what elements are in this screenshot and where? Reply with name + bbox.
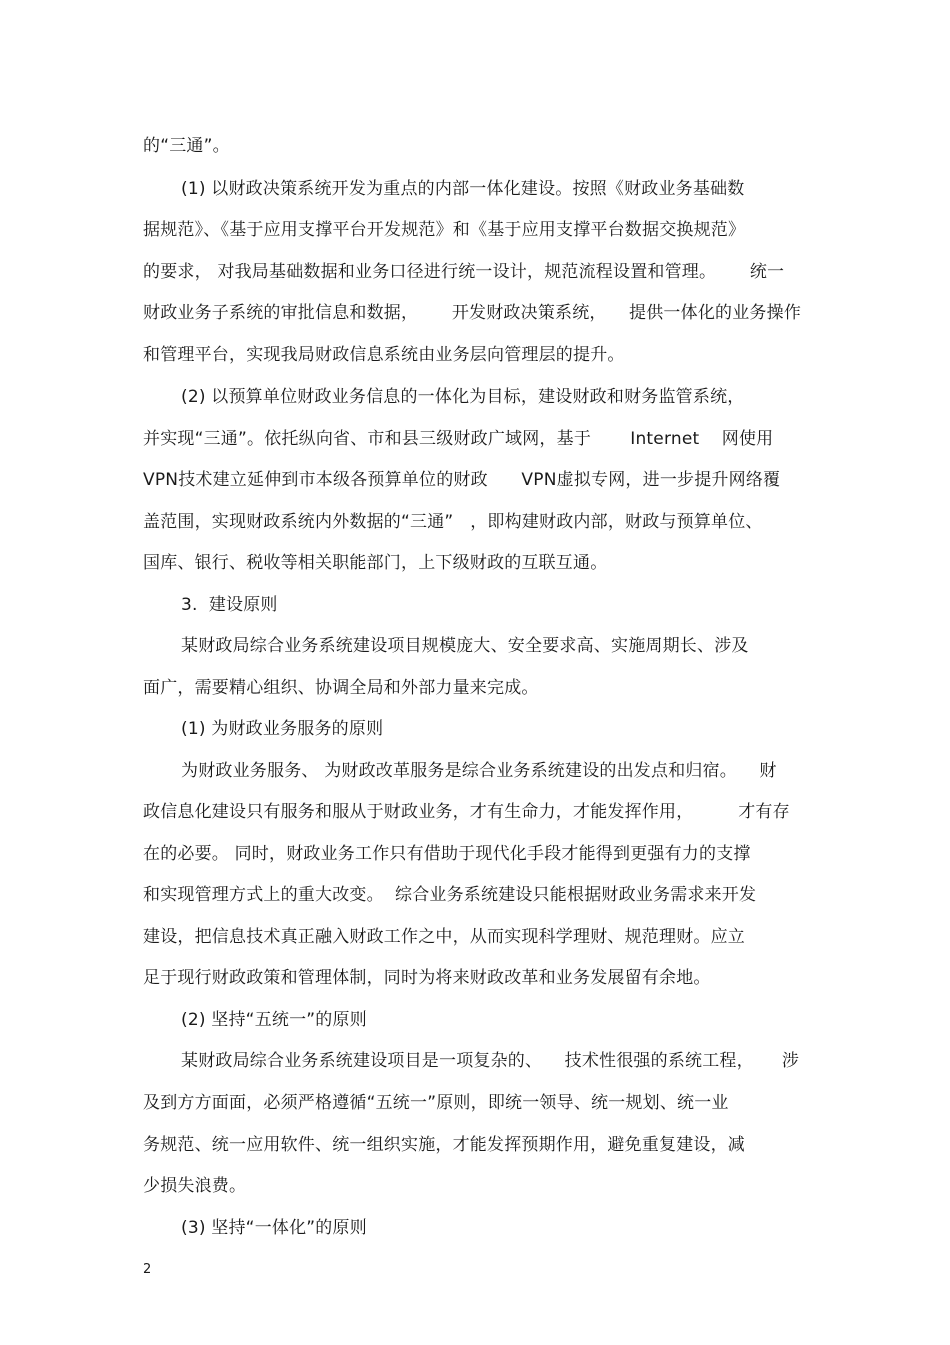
text-line: 务规范、统一应用软件、统一组织实施，才能发挥预期作用，避免重复建设，减 [143, 1135, 745, 1155]
text-line: (2) 以预算单位财政业务信息的一体化为目标，建设财政和财务监管系统， [181, 387, 745, 407]
text-line: 及到方方面面，必须严格遵循“五统一”原则，即统一领导、统一规划、统一业 [143, 1093, 729, 1113]
text-line: 和实现管理方式上的重大改变。 综合业务系统建设只能根据财政业务需求来开发 [143, 885, 757, 905]
text-line: 政信息化建设只有服务和服从于财政业务，才有生命力，才能发挥作用， 才有存 [143, 802, 790, 822]
text-line: 少损失浪费。 [143, 1176, 247, 1196]
text-line: (1) 以财政决策系统开发为重点的内部一体化建设。按照《财政业务基础数 [181, 179, 745, 199]
text-line: 财政业务子系统的审批信息和数据， 开发财政决策系统， 提供一体化的业务操作 [143, 303, 802, 323]
text-line: 的要求， 对我局基础数据和业务口径进行统一设计，规范流程设置和管理。 统一 [143, 262, 785, 282]
text-line: 面广，需要精心组织、协调全局和外部力量来完成。 [143, 678, 539, 698]
text-line: 在的必要。 同时，财政业务工作只有借助于现代化手段才能得到更强有力的支撑 [143, 844, 751, 864]
page-number: 2 [143, 1262, 152, 1277]
text-line: 某财政局综合业务系统建设项目是一项复杂的、 技术性很强的系统工程， 涉 [181, 1051, 800, 1071]
text-line: 某财政局综合业务系统建设项目规模庞大、安全要求高、实施周期长、涉及 [181, 636, 749, 656]
text-line: 国库、银行、税收等相关职能部门，上下级财政的互联互通。 [143, 553, 608, 573]
text-line: 为财政业务服务、 为财政改革服务是综合业务系统建设的出发点和归宿。 财 [181, 761, 777, 781]
text-line: VPN技术建立延伸到市本级各预算单位的财政 VPN虚拟专网，进一步提升网络覆 [143, 470, 781, 490]
section-heading: 3. 建设原则 [181, 595, 278, 615]
text-line: 建设，把信息技术真正融入财政工作之中，从而实现科学理财、规范理财。应立 [143, 927, 745, 947]
text-line: 据规范》、《基于应用支撑平台开发规范》和《基于应用支撑平台数据交换规范》 [143, 220, 746, 240]
subheading: (2) 坚持“五统一”的原则 [181, 1010, 367, 1030]
text-line: 的“三通”。 [143, 136, 230, 156]
text-line: 盖范围，实现财政系统内外数据的“三通” ，即构建财政内部，财政与预算单位、 [143, 512, 763, 532]
subheading: (1) 为财政业务服务的原则 [181, 719, 384, 739]
text-line: 并实现“三通”。依托纵向省、市和县三级财政广域网，基于 Internet 网使用 [143, 429, 774, 449]
text-line: 和管理平台，实现我局财政信息系统由业务层向管理层的提升。 [143, 345, 625, 365]
subheading: (3) 坚持“一体化”的原则 [181, 1218, 367, 1238]
text-line: 足于现行财政政策和管理体制，同时为将来财政改革和业务发展留有余地。 [143, 968, 711, 988]
